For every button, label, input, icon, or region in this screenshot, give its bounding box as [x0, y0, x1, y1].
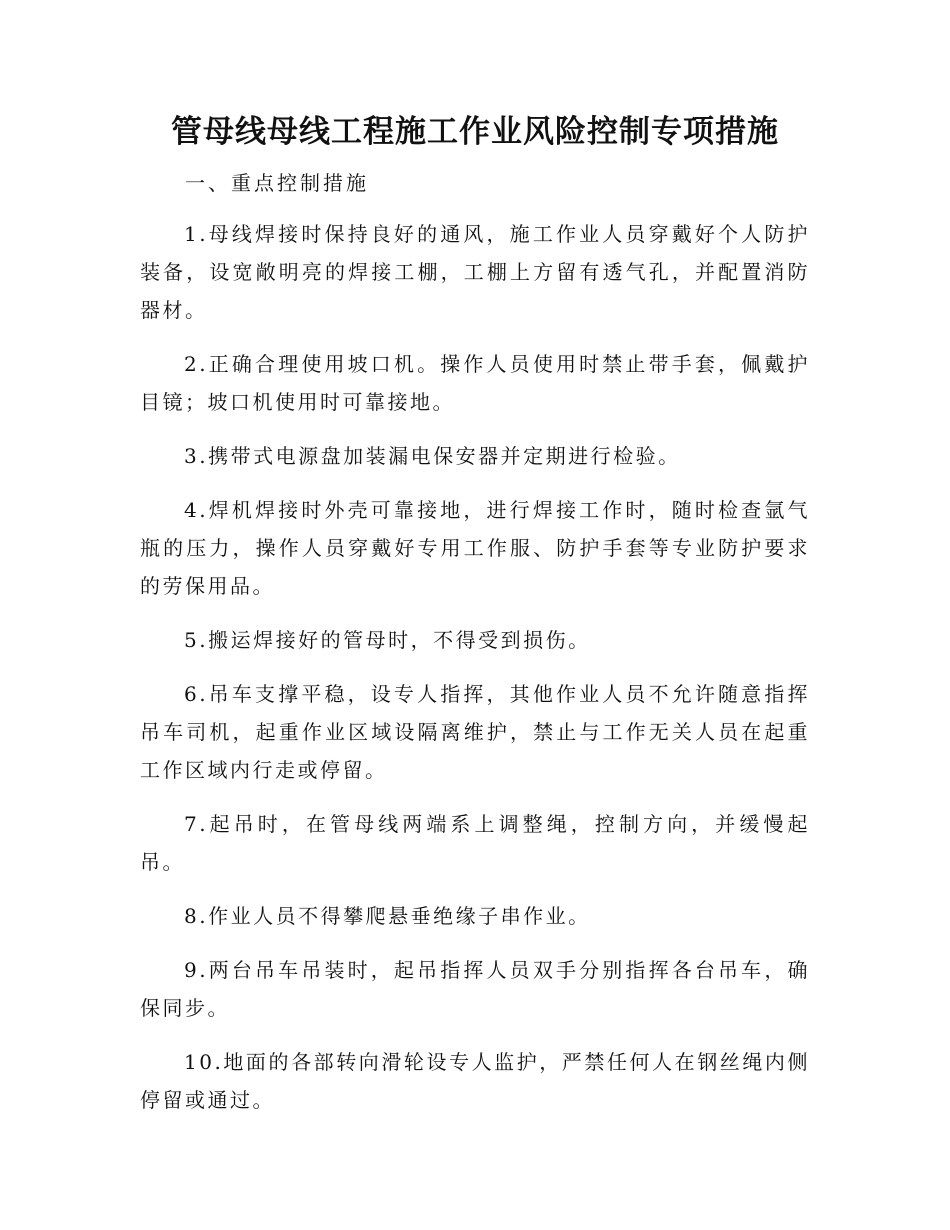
measure-item: 7.起吊时，在管母线两端系上调整绳，控制方向，并缓慢起吊。 — [140, 812, 810, 874]
measure-item: 5.搬运焊接好的管母时，不得受到损伤。 — [184, 628, 591, 652]
measure-item: 4.焊机焊接时外壳可靠接地，进行焊接工作时，随时检查氩气瓶的压力，操作人员穿戴好专用工作服、防护手套等专业防护要求的劳保用品。 — [140, 498, 810, 598]
section-heading: 一、重点控制措施 — [185, 171, 369, 195]
measure-item: 6.吊车支撑平稳，设专人指挥，其他作业人员不允许随意指挥吊车司机，起重作业区域设隔离维护，禁止与工作无关人员在起重工作区域内行走或停留。 — [140, 682, 810, 782]
measure-item: 10.地面的各部转向滑轮设专人监护，严禁任何人在钢丝绳内侧停留或通过。 — [140, 1050, 810, 1112]
measure-item: 1.母线焊接时保持良好的通风，施工作业人员穿戴好个人防护装备，设宽敞明亮的焊接工棚，工棚上方留有透气孔，并配置消防器材。 — [140, 222, 810, 322]
measure-item: 9.两台吊车吊装时，起吊指挥人员双手分别指挥各台吊车，确保同步。 — [140, 958, 810, 1020]
document-title: 管母线母线工程施工作业风险控制专项措施 — [171, 114, 779, 150]
measures-list — [140, 215, 810, 1135]
measure-item: 3.携带式电源盘加装漏电保安器并定期进行检验。 — [184, 444, 681, 468]
measure-item: 2.正确合理使用坡口机。操作人员使用时禁止带手套，佩戴护目镜；坡口机使用时可靠接地。 — [140, 352, 810, 414]
measure-item: 8.作业人员不得攀爬悬垂绝缘子串作业。 — [184, 904, 591, 928]
